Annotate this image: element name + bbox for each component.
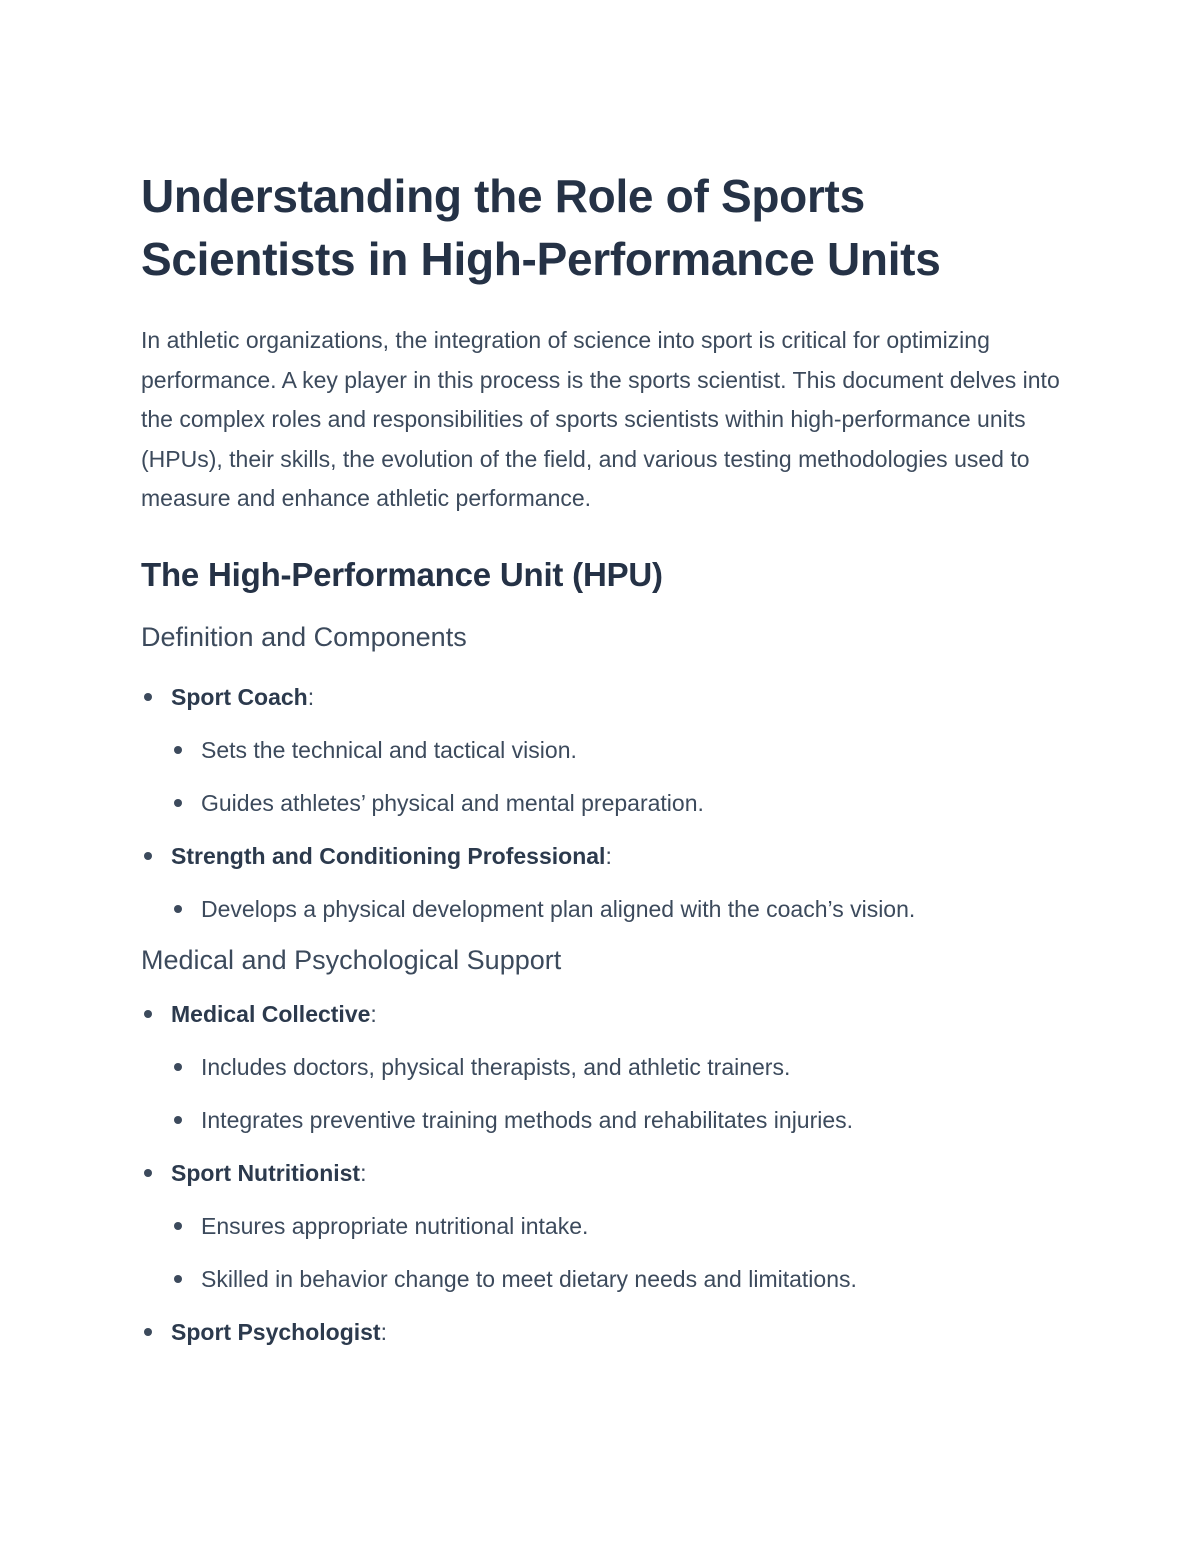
- list-item-sport-psychologist: [141, 1306, 1071, 1359]
- detail-list: [171, 1041, 1071, 1147]
- subsection-title-support: Medical and Psychological Support: [141, 944, 562, 975]
- role-name: Strength and Conditioning Professional: [171, 842, 606, 869]
- role-name: Sport Coach: [171, 683, 308, 710]
- definition-role-list: [141, 671, 1071, 936]
- subsection-title-definition: Definition and Components: [141, 621, 467, 652]
- list-item: Develops a physical development plan aligned with the coach’s vision.: [171, 883, 1071, 936]
- list-item: Guides athletes’ physical and mental preparation.: [171, 777, 1071, 830]
- list-item-sport-nutritionist: [141, 1147, 1071, 1306]
- list-item-medical-collective: [141, 988, 1071, 1147]
- document-page: [141, 165, 1071, 1359]
- intro-paragraph: In athletic organizations, the integration of science into sport is critical for optimizing performance. A key player in this process is the sports scientist. This document delves into the complex roles and responsibilities of sports scientists within high-performance units (HPUs), their skills, the evolution of the field, and various testing methodologies used to measure and enhance athletic performance.: [141, 327, 1060, 511]
- list-item: Integrates preventive training methods and rehabilitates injuries.: [171, 1094, 1071, 1147]
- role-suffix: :: [307, 683, 315, 710]
- role-suffix: :: [380, 1318, 387, 1345]
- list-item: Ensures appropriate nutritional intake.: [171, 1200, 1071, 1253]
- list-item: Includes doctors, physical therapists, and athletic trainers.: [171, 1041, 1071, 1094]
- list-item: Skilled in behavior change to meet dietary needs and limitations.: [171, 1253, 1071, 1306]
- list-item-strength-conditioning: [141, 830, 1071, 936]
- support-role-list: [141, 988, 1071, 1359]
- role-suffix: :: [360, 1159, 367, 1186]
- list-item: Sets the technical and tactical vision.: [171, 724, 1071, 777]
- document-title: Understanding the Role of Sports Scientists in High-Performance Units: [141, 170, 941, 285]
- section-title-hpu: The High-Performance Unit (HPU): [141, 555, 663, 593]
- detail-list: [171, 724, 1071, 830]
- role-name: Sport Nutritionist: [171, 1159, 361, 1186]
- detail-list: [171, 883, 1071, 936]
- role-suffix: :: [370, 1000, 377, 1027]
- detail-list: [171, 1200, 1071, 1306]
- role-name: Sport Psychologist: [171, 1318, 381, 1345]
- role-suffix: :: [605, 842, 612, 869]
- list-item-sport-coach: [141, 671, 1071, 830]
- role-name: Medical Collective: [171, 1000, 371, 1027]
